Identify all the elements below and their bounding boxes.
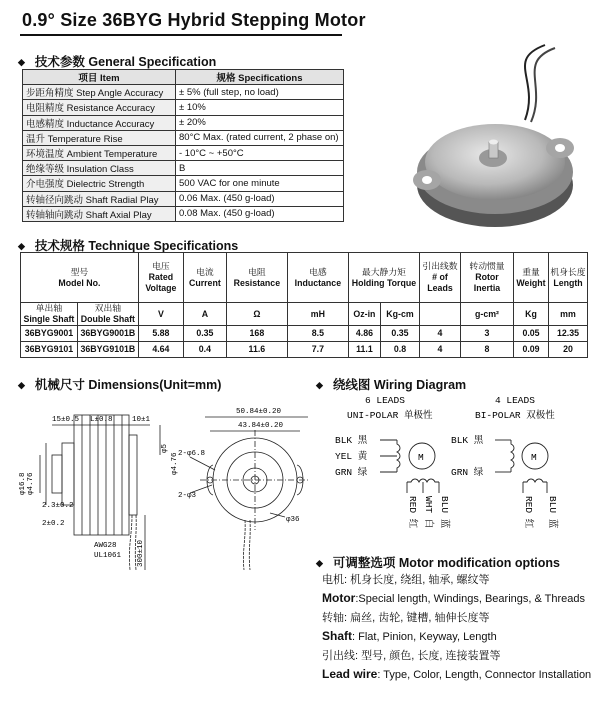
header-item: 项目 Item <box>23 70 176 85</box>
dim-label: φ4.76 <box>27 472 35 495</box>
right-motor-label: M <box>531 452 537 463</box>
data-cell: 0.4 <box>183 342 226 358</box>
table-row <box>23 206 344 221</box>
header-double-shaft <box>77 303 138 326</box>
mod-text: : Type, Color, Length, Connector Installation <box>377 669 592 681</box>
dim-label: 10±1 <box>132 416 151 424</box>
right-title-1: 4 LEADS <box>495 395 535 406</box>
header-inductance <box>287 253 348 303</box>
header-model <box>21 253 139 303</box>
right-wire-label: BLK 黑 <box>451 435 484 446</box>
dim-label: AWG28 <box>94 542 117 550</box>
table-header-row <box>21 253 588 303</box>
side-boss <box>62 443 74 505</box>
modification-heading-text: 可调整选项 Motor modification options <box>332 556 560 570</box>
bullet-icon: ◆ <box>18 57 25 67</box>
data-cell: 12.35 <box>549 326 588 342</box>
header-en: Weight <box>516 277 546 288</box>
item-cell: 转轴轴向跳动 Shaft Axial Play <box>23 206 176 221</box>
header-voltage <box>138 253 183 303</box>
mod-text: : Flat, Pinion, Keyway, Length <box>352 631 497 643</box>
table-header-row <box>23 70 344 85</box>
header-en: # of Leads <box>427 272 453 293</box>
table-row <box>23 115 344 130</box>
right-bottom-label: BLU 蓝 <box>547 496 558 529</box>
right-wire-label: GRN 绿 <box>451 467 484 478</box>
mod-bold: Motor <box>322 591 356 605</box>
header-cn: 最大静力矩 <box>361 266 406 277</box>
side-shaft <box>52 455 62 493</box>
unit-cell: mm <box>549 303 588 326</box>
header-current <box>183 253 226 303</box>
modification-list <box>322 571 591 681</box>
left-wire-label: GRN 绿 <box>335 467 368 478</box>
unit-cell: V <box>138 303 183 326</box>
header-cn: 电阻 <box>248 266 266 277</box>
dim-label: 50.84±0.20 <box>236 408 282 416</box>
data-cell: 8 <box>461 342 514 358</box>
dim-label: φ16.8 <box>19 472 27 495</box>
left-title-2: UNI-POLAR 单极性 <box>347 410 433 421</box>
dim-label: φ5 <box>161 443 169 453</box>
unit-cell: Kg-cm <box>380 303 419 326</box>
header-holding-torque <box>348 253 419 303</box>
modification-line <box>322 647 591 663</box>
wiring-heading-text: 绕线图 Wiring Diagram <box>332 378 467 392</box>
data-cell: 0.8 <box>380 342 419 358</box>
header-cn: 单出轴 <box>35 303 63 313</box>
left-bottom-label: WHT 白 <box>423 496 434 529</box>
unit-cell: mH <box>287 303 348 326</box>
spec-cell: ± 10% <box>176 100 344 115</box>
mod-bold: Lead wire <box>322 667 378 681</box>
unit-cell: Kg <box>514 303 549 326</box>
data-cell: 11.6 <box>226 342 287 358</box>
mod-text: :Special length, Windings, Bearings, & Threads <box>355 593 586 605</box>
header-rotor-inertia <box>461 253 514 303</box>
general-spec-heading-text: 技术参数 General Specification <box>34 55 217 69</box>
dim-label: φ36 <box>286 516 300 524</box>
data-cell: 7.7 <box>287 342 348 358</box>
item-cell: 绝缘等级 Insulation Class <box>23 161 176 176</box>
data-cell: 36BYG9101B <box>77 342 138 358</box>
dim-label: 2-φ3 <box>178 492 197 500</box>
bullet-icon: ◆ <box>316 380 323 390</box>
data-cell: 4 <box>420 342 461 358</box>
header-weight <box>514 253 549 303</box>
header-cn: 重量 <box>522 266 540 277</box>
right-title-2: BI-POLAR 双极性 <box>475 410 555 421</box>
header-length <box>549 253 588 303</box>
mod-text: 引出线: 型号, 颜色, 长度, 连接装置等 <box>322 650 501 662</box>
dim-label: L±0.8 <box>90 416 113 424</box>
left-bottom-label: BLU 蓝 <box>439 496 450 529</box>
header-cn: 机身长度 <box>550 266 586 277</box>
mod-text: 电机: 机身长度, 绕组, 轴承, 螺纹等 <box>322 574 490 586</box>
header-en: Single Shaft <box>23 314 75 324</box>
data-cell: 3 <box>461 326 514 342</box>
header-en: Holding Torque <box>351 277 417 288</box>
header-en: Rotor Inertia <box>473 272 501 293</box>
left-wire-label: YEL 黄 <box>335 451 368 462</box>
dimension-drawing <box>10 395 320 580</box>
bullet-icon: ◆ <box>18 241 25 251</box>
header-cn: 双出轴 <box>94 303 122 313</box>
unit-cell: Ω <box>226 303 287 326</box>
data-cell: 11.1 <box>348 342 380 358</box>
table-row <box>23 100 344 115</box>
dim-label: 300±10 <box>137 539 145 567</box>
table-row <box>23 85 344 100</box>
left-motor-label: M <box>418 452 424 463</box>
item-cell: 步距角精度 Step Angle Accuracy <box>23 85 176 100</box>
data-cell: 0.09 <box>514 342 549 358</box>
left-title-1: 6 LEADS <box>365 395 405 406</box>
spec-cell: - 10°C ~ +50°C <box>176 145 344 160</box>
page-title: 0.9° Size 36BYG Hybrid Stepping Motor <box>22 10 366 30</box>
general-spec-heading <box>18 52 216 70</box>
data-cell: 8.5 <box>287 326 348 342</box>
header-resistance <box>226 253 287 303</box>
data-cell: 5.88 <box>138 326 183 342</box>
unit-cell: Oz-in <box>348 303 380 326</box>
data-cell: 4.86 <box>348 326 380 342</box>
general-spec-table <box>22 69 344 222</box>
item-cell: 转轴径向跳动 Shaft Radial Play <box>23 191 176 206</box>
modification-heading <box>316 553 560 571</box>
bullet-icon: ◆ <box>316 558 323 568</box>
data-cell: 4.64 <box>138 342 183 358</box>
right-bottom-label: RED 红 <box>523 496 534 529</box>
modification-line <box>322 591 591 605</box>
dimensions-heading-text: 机械尺寸 Dimensions(Unit=mm) <box>34 378 222 392</box>
header-single-shaft <box>21 303 78 326</box>
data-cell: 36BYG9001B <box>77 326 138 342</box>
header-cn: 转动惯量 <box>469 261 505 271</box>
data-cell: 36BYG9001 <box>21 326 78 342</box>
table-row <box>21 342 588 358</box>
motor-photo <box>405 40 595 240</box>
data-cell: 20 <box>549 342 588 358</box>
dim-label: 43.84±0.20 <box>238 422 284 430</box>
table-row <box>23 161 344 176</box>
spec-cell: 0.06 Max. (450 g-load) <box>176 191 344 206</box>
header-cn: 电流 <box>196 266 214 277</box>
header-en: Model No. <box>58 277 101 288</box>
spec-cell: ± 20% <box>176 115 344 130</box>
header-cn: 型号 <box>70 266 89 277</box>
left-bottom-label: RED 红 <box>407 496 418 529</box>
data-cell: 0.35 <box>183 326 226 342</box>
spec-cell: 80°C Max. (rated current, 2 phase on) <box>176 130 344 145</box>
bullet-icon: ◆ <box>18 380 25 390</box>
table-row <box>23 191 344 206</box>
unit-cell: g-cm² <box>461 303 514 326</box>
table-row <box>23 145 344 160</box>
header-spec: 规格 Specifications <box>176 70 344 85</box>
table-unit-row <box>21 303 588 326</box>
mod-bold: Shaft <box>322 629 352 643</box>
technique-spec-heading-text: 技术规格 Technique Specifications <box>34 239 239 253</box>
header-cn: 引出线数 <box>422 261 458 271</box>
mod-text: 转轴: 扁丝, 齿轮, 键槽, 轴伸长度等 <box>322 612 490 624</box>
data-cell: 168 <box>226 326 287 342</box>
modification-line <box>322 667 591 681</box>
data-cell: 4 <box>420 326 461 342</box>
data-cell: 0.05 <box>514 326 549 342</box>
data-cell: 36BYG9101 <box>21 342 78 358</box>
data-cell: 0.35 <box>380 326 419 342</box>
dim-label: UL1061 <box>94 552 122 560</box>
header-leads <box>420 253 461 303</box>
dim-label: 2±0.2 <box>42 520 65 528</box>
modification-line <box>322 609 591 625</box>
modification-line <box>322 571 591 587</box>
unit-cell: A <box>183 303 226 326</box>
dim-label: 2.3±0.2 <box>42 502 74 510</box>
spec-cell: 500 VAC for one minute <box>176 176 344 191</box>
table-row <box>21 326 588 342</box>
header-en: Current <box>188 277 221 288</box>
header-en: Double Shaft <box>80 314 135 324</box>
item-cell: 温升 Temperature Rise <box>23 130 176 145</box>
table-row <box>23 176 344 191</box>
item-cell: 电阻精度 Resistance Accuracy <box>23 100 176 115</box>
dim-label: 15±0.5 <box>52 416 80 424</box>
header-en: Length <box>553 277 583 288</box>
header-en: Resistance <box>233 277 281 288</box>
header-cn: 电感 <box>309 266 327 277</box>
left-wire-label: BLK 黑 <box>335 435 368 446</box>
header-en: Inductance <box>294 277 342 288</box>
unit-cell <box>420 303 461 326</box>
title-underline <box>20 34 342 36</box>
header-en: Rated Voltage <box>145 272 177 293</box>
modification-line <box>322 629 591 643</box>
item-cell: 环境温度 Ambient Temperature <box>23 145 176 160</box>
table-row <box>23 130 344 145</box>
header-cn: 电压 <box>152 261 170 271</box>
spec-cell: ± 5% (full step, no load) <box>176 85 344 100</box>
wiring-diagram <box>335 390 595 550</box>
technique-spec-table <box>20 252 588 358</box>
item-cell: 介电强度 Dielectric Strength <box>23 176 176 191</box>
spec-cell: B <box>176 161 344 176</box>
dim-label: φ4.76 <box>171 452 179 475</box>
spec-cell: 0.08 Max. (450 g-load) <box>176 206 344 221</box>
item-cell: 电感精度 Inductance Accuracy <box>23 115 176 130</box>
dim-label: 2-φ6.8 <box>178 450 206 458</box>
dimensions-heading <box>18 375 221 393</box>
